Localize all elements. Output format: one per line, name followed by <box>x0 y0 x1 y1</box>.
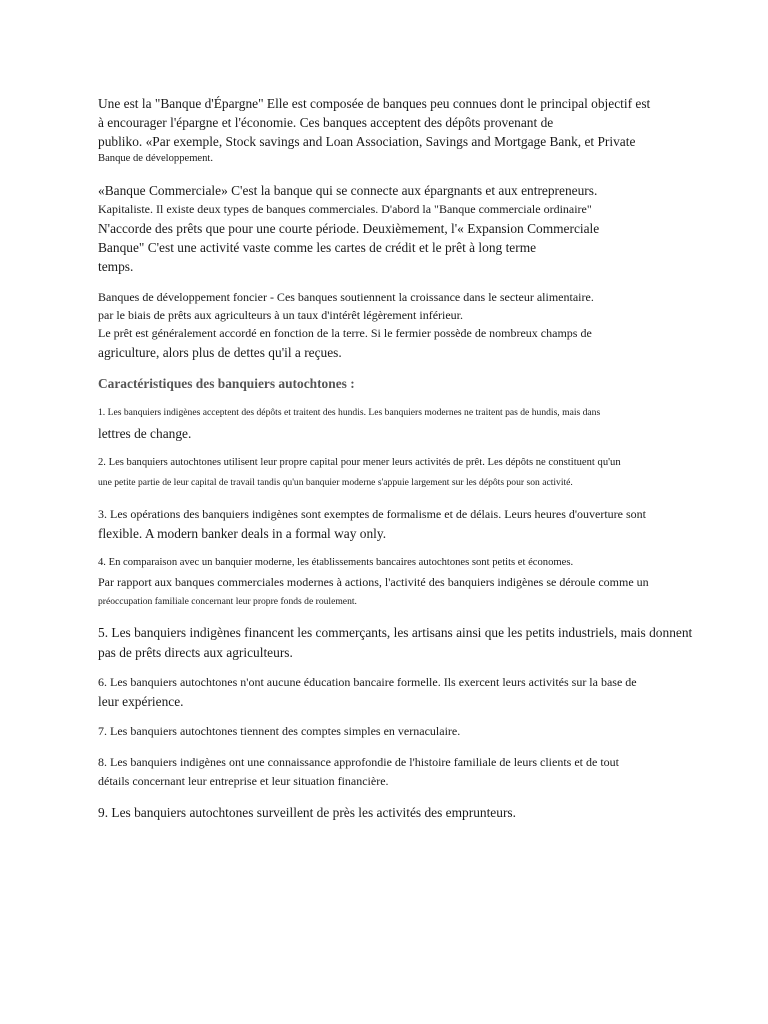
text-line: 3. Les opérations des banquiers indigènes sont exemptes de formalisme et de délais. Leurs heures d'ouverture sont <box>98 507 647 521</box>
text-line: N'accorde des prêts que pour une courte période. Deuxièmement, l'« Expansion Commerciale <box>98 221 600 236</box>
text-line: préoccupation familiale concernant leur propre fonds de roulement. <box>98 596 357 607</box>
text-line: Kapitaliste. Il existe deux types de banques commerciales. D'abord la "Banque commerciale ordinaire" <box>98 202 592 216</box>
text-line: leur expérience. <box>98 694 184 709</box>
text-line: Le prêt est généralement accordé en fonction de la terre. Si le fermier possède de nombreux champs de <box>98 326 592 340</box>
text-line: pas de prêts directs aux agriculteurs. <box>98 645 293 660</box>
text-line: flexible. A modern banker deals in a formal way only. <box>98 526 387 541</box>
text-line: publiko. «Par exemple, Stock savings and Loan Association, Savings and Mortgage Bank, et Private <box>98 134 636 149</box>
text-line: détails concernant leur entreprise et leur situation financière. <box>98 774 389 788</box>
text-line: 7. Les banquiers autochtones tiennent des comptes simples en vernaculaire. <box>98 724 461 738</box>
text-line: à encourager l'épargne et l'économie. Ces banques acceptent des dépôts provenant de <box>98 115 554 130</box>
text-line: 8. Les banquiers indigènes ont une connaissance approfondie de l'histoire familiale de leurs clients et de tout <box>98 755 620 769</box>
text-line: lettres de change. <box>98 426 192 441</box>
text-line: 2. Les banquiers autochtones utilisent leur propre capital pour mener leurs activités de prêt. Les dépôts ne constituent qu'un <box>98 457 621 468</box>
text-line: agriculture, alors plus de dettes qu'il a reçues. <box>98 345 342 360</box>
text-line: 1. Les banquiers indigènes acceptent des dépôts et traitent des hundis. Les banquiers modernes ne traitent pas de hundis, mais dans <box>98 407 601 418</box>
text-line: Une est la "Banque d'Épargne" Elle est composée de banques peu connues dont le principal objectif est <box>98 96 651 111</box>
text-line: 4. En comparaison avec un banquier moderne, les établissements bancaires autochtones sont petits et économes. <box>98 557 574 568</box>
text-line: Banque" C'est une activité vaste comme les cartes de crédit et le prêt à long terme <box>98 240 537 255</box>
text-line: une petite partie de leur capital de travail tandis qu'un banquier moderne s'appuie largement sur les dépôts pour son activité. <box>98 477 573 488</box>
text-line: temps. <box>98 259 134 274</box>
section-heading: Caractéristiques des banquiers autochtones : <box>98 376 355 391</box>
text-line: Banque de développement. <box>98 153 214 164</box>
text-line: «Banque Commerciale» C'est la banque qui se connecte aux épargnants et aux entrepreneurs. <box>98 183 598 198</box>
text-line: Par rapport aux banques commerciales modernes à actions, l'activité des banquiers indigènes se déroule comme un <box>98 575 649 589</box>
text-line: par le biais de prêts aux agriculteurs à un taux d'intérêt légèrement inférieur. <box>98 308 464 322</box>
text-line: Banques de développement foncier - Ces banques soutiennent la croissance dans le secteur alimentaire. <box>98 290 594 304</box>
text-line: 9. Les banquiers autochtones surveillent de près les activités des emprunteurs. <box>98 805 516 820</box>
text-line: 5. Les banquiers indigènes financent les commerçants, les artisans ainsi que les petits industriels, mais donnent <box>98 625 693 640</box>
text-line: 6. Les banquiers autochtones n'ont aucune éducation bancaire formelle. Ils exercent leurs activités sur la base de <box>98 675 637 689</box>
